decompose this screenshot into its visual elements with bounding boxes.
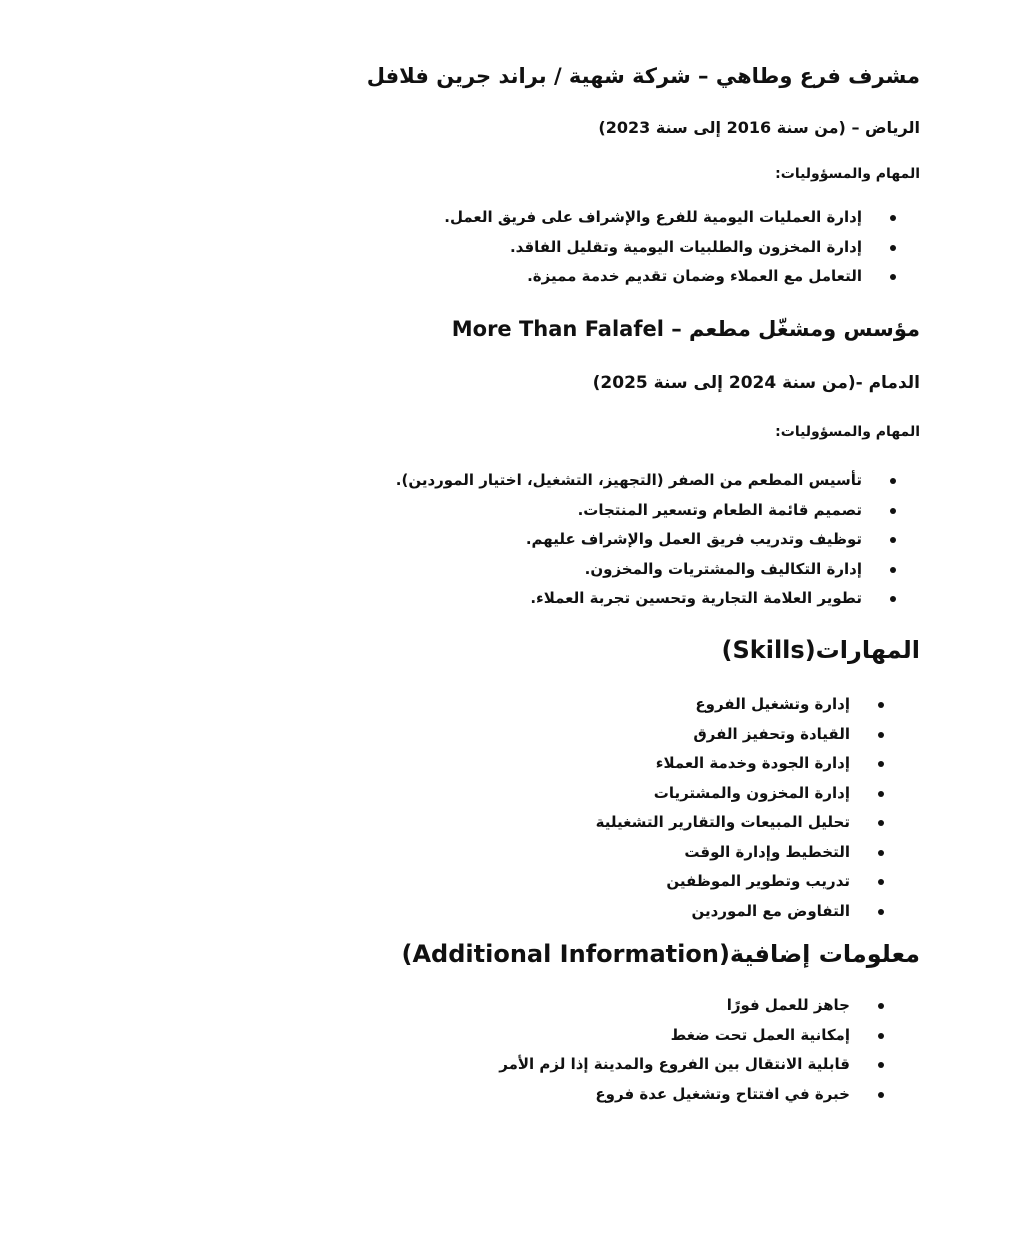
bullet-icon — [878, 702, 884, 708]
bullet-icon — [878, 909, 884, 915]
skills-list — [596, 690, 884, 926]
bullet-icon — [890, 274, 896, 280]
tasks-list — [396, 466, 896, 614]
list-item: التخطيط وإدارة الوقت — [596, 838, 884, 868]
bullet-icon — [878, 1033, 884, 1039]
list-item: إدارة الجودة وخدمة العملاء — [596, 749, 884, 779]
list-item: إدارة التكاليف والمشتريات والمخزون. — [396, 555, 896, 585]
tasks-label: المهام والمسؤوليات: — [775, 424, 920, 440]
bullet-icon — [890, 508, 896, 514]
job-title: مؤسس ومشغّل مطعم – More Than Falafel — [451, 317, 920, 341]
tasks-label: المهام والمسؤوليات: — [775, 166, 920, 182]
list-item: التفاوض مع الموردين — [596, 897, 884, 927]
bullet-icon — [890, 567, 896, 573]
bullet-icon — [878, 1092, 884, 1098]
list-item: تطوير العلامة التجارية وتحسين تجربة العملاء. — [396, 584, 896, 614]
skills-heading: المهارات(Skills) — [721, 636, 920, 664]
list-item: إدارة المخزون والطلبيات اليومية وتقليل الفاقد. — [444, 233, 896, 263]
list-item: إدارة العمليات اليومية للفرع والإشراف على فريق العمل. — [444, 203, 896, 233]
bullet-icon — [890, 245, 896, 251]
additional-info-list — [499, 991, 884, 1109]
bullet-icon — [878, 1003, 884, 1009]
list-item: توظيف وتدريب فريق العمل والإشراف عليهم. — [396, 525, 896, 555]
bullet-icon — [878, 820, 884, 826]
list-item: جاهز للعمل فورًا — [499, 991, 884, 1021]
list-item: خبرة في افتتاح وتشغيل عدة فروع — [499, 1080, 884, 1110]
bullet-icon — [878, 850, 884, 856]
list-item: تحليل المبيعات والتقارير التشغيلية — [596, 808, 884, 838]
list-item: تدريب وتطوير الموظفين — [596, 867, 884, 897]
list-item: القيادة وتحفيز الفرق — [596, 720, 884, 750]
job-title: مشرف فرع وطاهي – شركة شهية / براند جرين فلافل — [366, 64, 920, 88]
bullet-icon — [890, 537, 896, 543]
bullet-icon — [878, 761, 884, 767]
list-item: تصميم قائمة الطعام وتسعير المنتجات. — [396, 496, 896, 526]
bullet-icon — [890, 215, 896, 221]
list-item: قابلية الانتقال بين الفروع والمدينة إذا لزم الأمر — [499, 1050, 884, 1080]
list-item: إمكانية العمل تحت ضغط — [499, 1021, 884, 1051]
bullet-icon — [878, 732, 884, 738]
list-item: إدارة المخزون والمشتريات — [596, 779, 884, 809]
tasks-list — [444, 203, 896, 292]
job-location-dates: الرياض – (من سنة 2016 إلى سنة 2023) — [598, 118, 920, 137]
list-item: إدارة وتشغيل الفروع — [596, 690, 884, 720]
job-location-dates: الدمام -(من سنة 2024 إلى سنة 2025) — [592, 373, 920, 393]
bullet-icon — [878, 1062, 884, 1068]
list-item: التعامل مع العملاء وضمان تقديم خدمة مميزة. — [444, 262, 896, 292]
list-item: تأسيس المطعم من الصفر (التجهيز، التشغيل، اختيار الموردين). — [396, 466, 896, 496]
bullet-icon — [878, 791, 884, 797]
bullet-icon — [890, 478, 896, 484]
bullet-icon — [878, 879, 884, 885]
bullet-icon — [890, 596, 896, 602]
additional-info-heading: معلومات إضافية(Additional Information) — [401, 940, 920, 968]
